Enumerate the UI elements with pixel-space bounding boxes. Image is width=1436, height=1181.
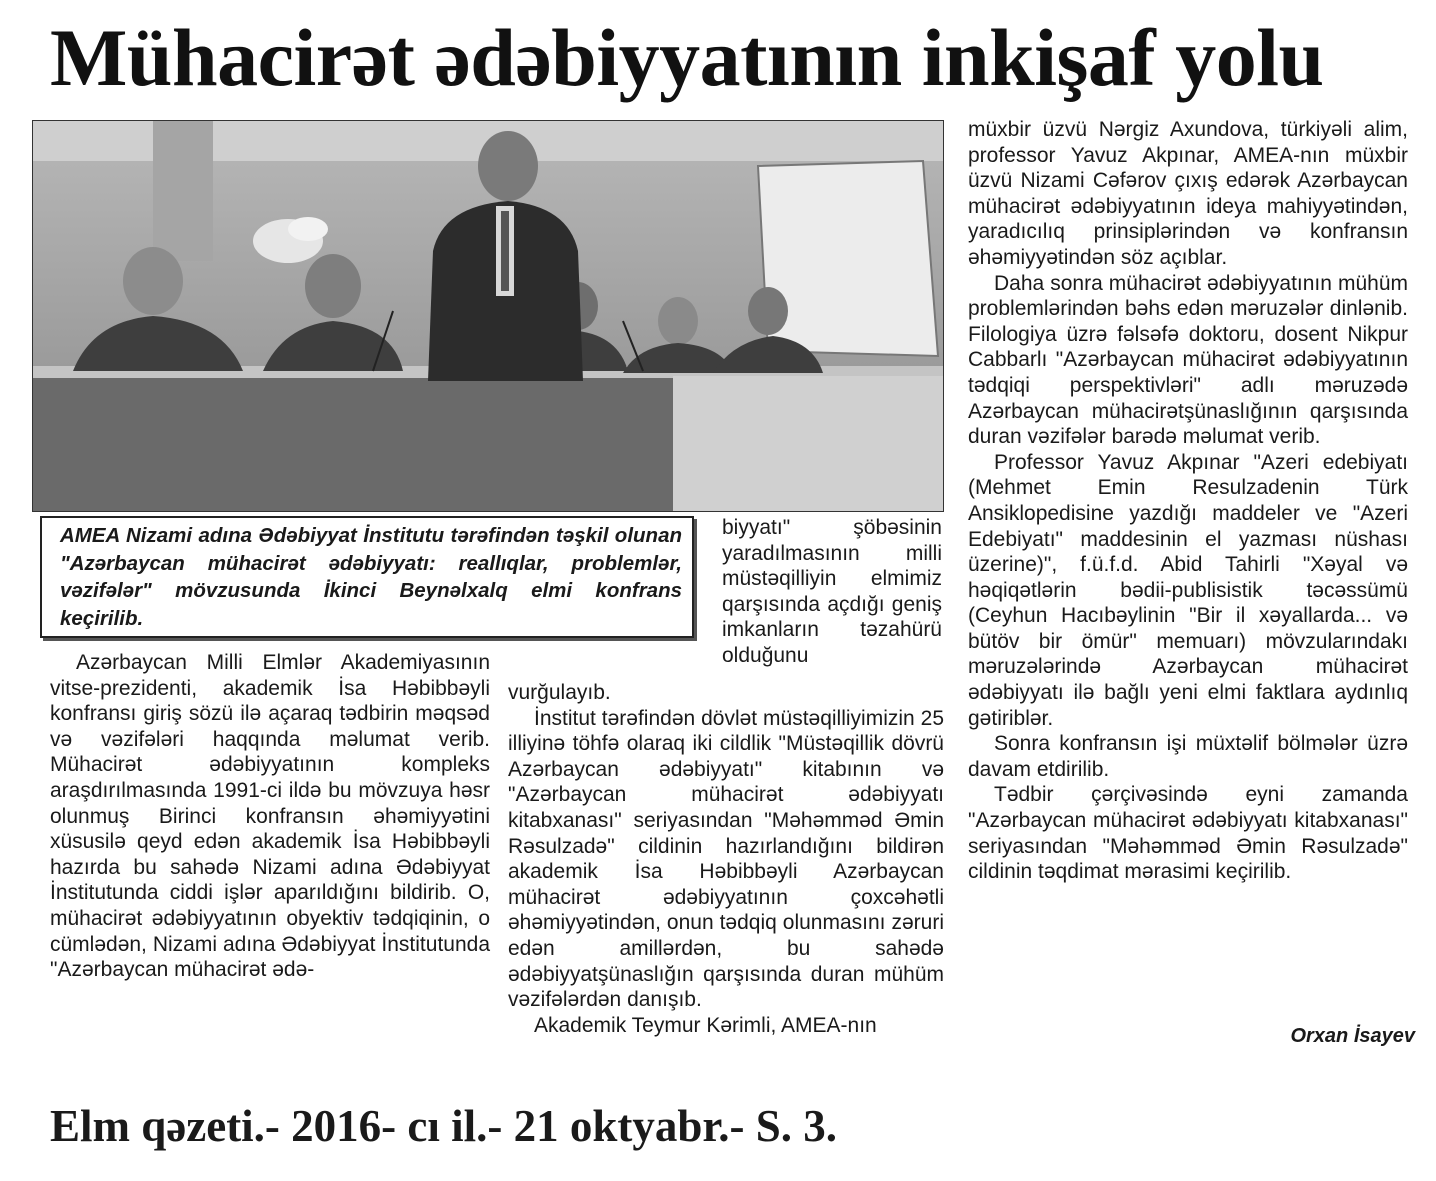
paragraph: Azərbaycan Milli Elmlər Akademiyasının vitse-prezidenti, akademik İsa Həbibbəyli konfransı giriş sözü ilə açaraq tədbirin məqsəd və vəzifələri haqqında məlumat verib. Mühacirət ədəbiyyatının kompleks araşdırılmasında 1991-ci ildə bu mövzuya həsr olunmuş Birinci konfransın əhəmiyyətini xüsusilə qeyd edən akademik İsa Həbibbəyli hazırda bu sahədə Nizami adına Ədəbiyyat İnstitutunda ciddi işlər aparıldığını bildirib. O, mühacirət ədəbiyyatının obyektiv tədqiqinin, o cümlədən, Nizami adına Ədəbiyyat İnstitutunda "Azərbaycan mühacirət ədə- — [50, 651, 490, 982]
paragraph: Professor Yavuz Akpınar "Azeri edebiyatı (Mehmet Emin Resulzadenin Türk Ansiklopedisine yazdığı maddeler ve "Azeri Edebiyatı" maddesinin el yazması nüshası üzerine)", f.ü.f.d. Abid Tahirli "Xəyal və həqiqətlərin bədii-publisistik təcəssümü (Ceyhun Hacıbəylinin "Bir il xəyallarda... və bütöv bir ömür" memuarı) mövzularındakı məruzələrində Azərbaycan mühacirət ədəbiyyatı ilə bağlı yeni elmi faktlara aydınlıq gətiriblər. — [968, 450, 1408, 730]
paragraph: Tədbir çərçivəsində eyni zamanda "Azərbaycan mühacirət ədəbiyyatı kitabxanası" seriyasından "Məhəmməd Əmin Rəsulzadə" cildinin təqdimat mərasimi keçirilib. — [968, 783, 1408, 884]
paragraph: müxbir üzvü Nərgiz Axundova, türkiyəli alim, professor Yavuz Akpınar, AMEA-nın müxbir üzvü Nizami Cəfərov çıxış edərək Azərbaycan mühacirət ədəbiyyatının ideya mahiyyətindən, yaradıcılıq prinsiplərindən və konfransın əhəmiyyətindən söz açıblar. — [968, 118, 1408, 269]
paragraph: İnstitut tərəfindən dövlət müstəqilliyimizin 25 illiyinə töhfə olaraq iki cildlik "Müstəqillik dövrü Azərbaycan ədəbiyyatı" kitabının və "Azərbaycan mühacirət ədəbiyyatı kitabxanası" seriyasından "Məhəmməd Əmin Rəsulzadə" cildinin hazırlandığını bildirən akademik İsa Həbibbəyli Azərbaycan mühacirət ədəbiyyatının çoxcəhətli əhəmiyyətindən, onun tədqiq olunmasını zəruri edən amillərdən, bu sahədə ədəbiyyatşünaslığın qarşısında duran mühüm vəzifələrdən danışıb. — [508, 706, 944, 1012]
paragraph: biyyatı" şöbəsinin yaradılmasının milli müstəqilliyin elmimiz qarşısında açdığı geniş imkanların təzahürü olduğunu — [722, 516, 942, 667]
paragraph: Sonra konfransın işi müxtəlif bölmələr üzrə davam etdirilib. — [968, 732, 1408, 781]
column-1 — [50, 650, 490, 983]
column-3 — [968, 117, 1408, 885]
article-lead: AMEA Nizami adına Ədəbiyyat İnstitutu tərəfindən təşkil olunan "Azərbaycan mühacirət ədəbiyyatı: reallıqlar, problemlər, vəzifələr" mövzusunda İkinci Beynəlxalq elmi konfrans keçirilib. — [40, 516, 694, 638]
column-2-top — [722, 515, 942, 669]
conference-photo-icon — [32, 120, 944, 512]
paragraph: vurğulayıb. — [508, 681, 611, 704]
source-citation: Elm qəzeti.- 2016- cı il.- 21 oktyabr.- S. 3. — [50, 1101, 838, 1151]
article-headline: Mühacirət ədəbiyyatının inkişaf yolu — [50, 12, 1324, 103]
paragraph: Akademik Teymur Kərimli, AMEA-nın — [534, 1013, 877, 1037]
article-author: Orxan İsayev — [1290, 1025, 1415, 1047]
paragraph: Daha sonra mühacirət ədəbiyyatının mühüm problemlərindən bəhs edən məruzələr dinlənib. Filologiya üzrə fəlsəfə doktoru, dosent Nikpur Cabbarlı "Azərbaycan mühacirət ədəbiyyatının tədqiqi perspektivləri" adlı məruzədə Azərbaycan mühacirətşünaslığının qarşısında duran vəzifələr barədə məlumat verib. — [968, 271, 1408, 449]
column-2 — [508, 680, 944, 1038]
